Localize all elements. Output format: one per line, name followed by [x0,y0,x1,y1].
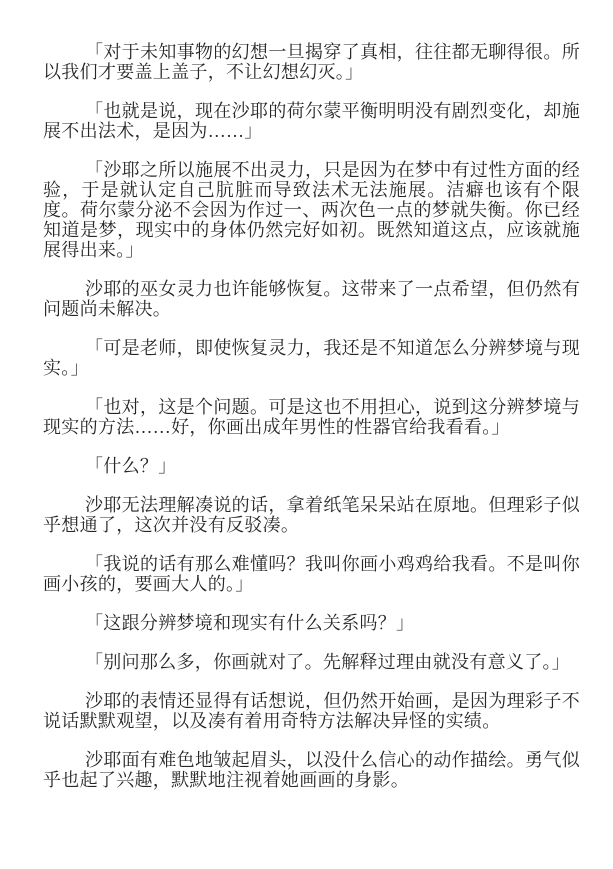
paragraph: 「这跟分辨梦境和现实有什么关系吗？」 [85,613,415,633]
paragraph: 「也就是说，现在沙耶的荷尔蒙平衡明明没有剧烈变化，却施展不出法术，是因为……」 [43,101,580,141]
paragraph: 沙耶无法理解凑说的话，拿着纸笔呆呆站在原地。但理彩子似乎想通了，这次并没有反驳凑。 [43,495,580,535]
paragraph: 「沙耶之所以施展不出灵力，只是因为在梦中有过性方面的经验，于是就认定自己肮脏而导致法术无法施展。洁癖也该有个限度。荷尔蒙分泌不会因为作过一、两次色一点的梦就失衡。你已经知道是梦，现实中的身体仍然完好如初。既然知道这点，应该就施展得出来。」 [43,160,580,260]
paragraph: 「我说的话有那么难懂吗？我叫你画小鸡鸡给我看。不是叫你画小孩的，要画大人的。」 [43,554,580,594]
paragraph: 「也对，这是个问题。可是这也不用担心，说到这分辨梦境与现实的方法……好，你画出成年男性的性器官给我看看。」 [43,397,580,437]
paragraph: 沙耶的表情还显得有话想说，但仍然开始画，是因为理彩子不说话默默观望，以及凑有着用奇特方法解决异怪的实绩。 [43,691,580,731]
paragraph: 「对于未知事物的幻想一旦揭穿了真相，往往都无聊得很。所以我们才要盖上盖子，不让幻想幻灭。」 [43,42,580,82]
paragraph: 「别问那么多，你画就对了。先解释过理由就没有意义了。」 [85,652,571,672]
paragraph: 沙耶面有难色地皱起眉头，以没什么信心的动作描绘。勇气似乎也起了兴趣，默默地注视着她画画的身影。 [43,750,580,790]
paragraph: 「可是老师，即使恢复灵力，我还是不知道怎么分辨梦境与现实。」 [43,338,580,378]
paragraph: 沙耶的巫女灵力也许能够恢复。这带来了一点希望，但仍然有问题尚未解决。 [43,279,580,319]
paragraph: 「什么？」 [85,456,177,476]
